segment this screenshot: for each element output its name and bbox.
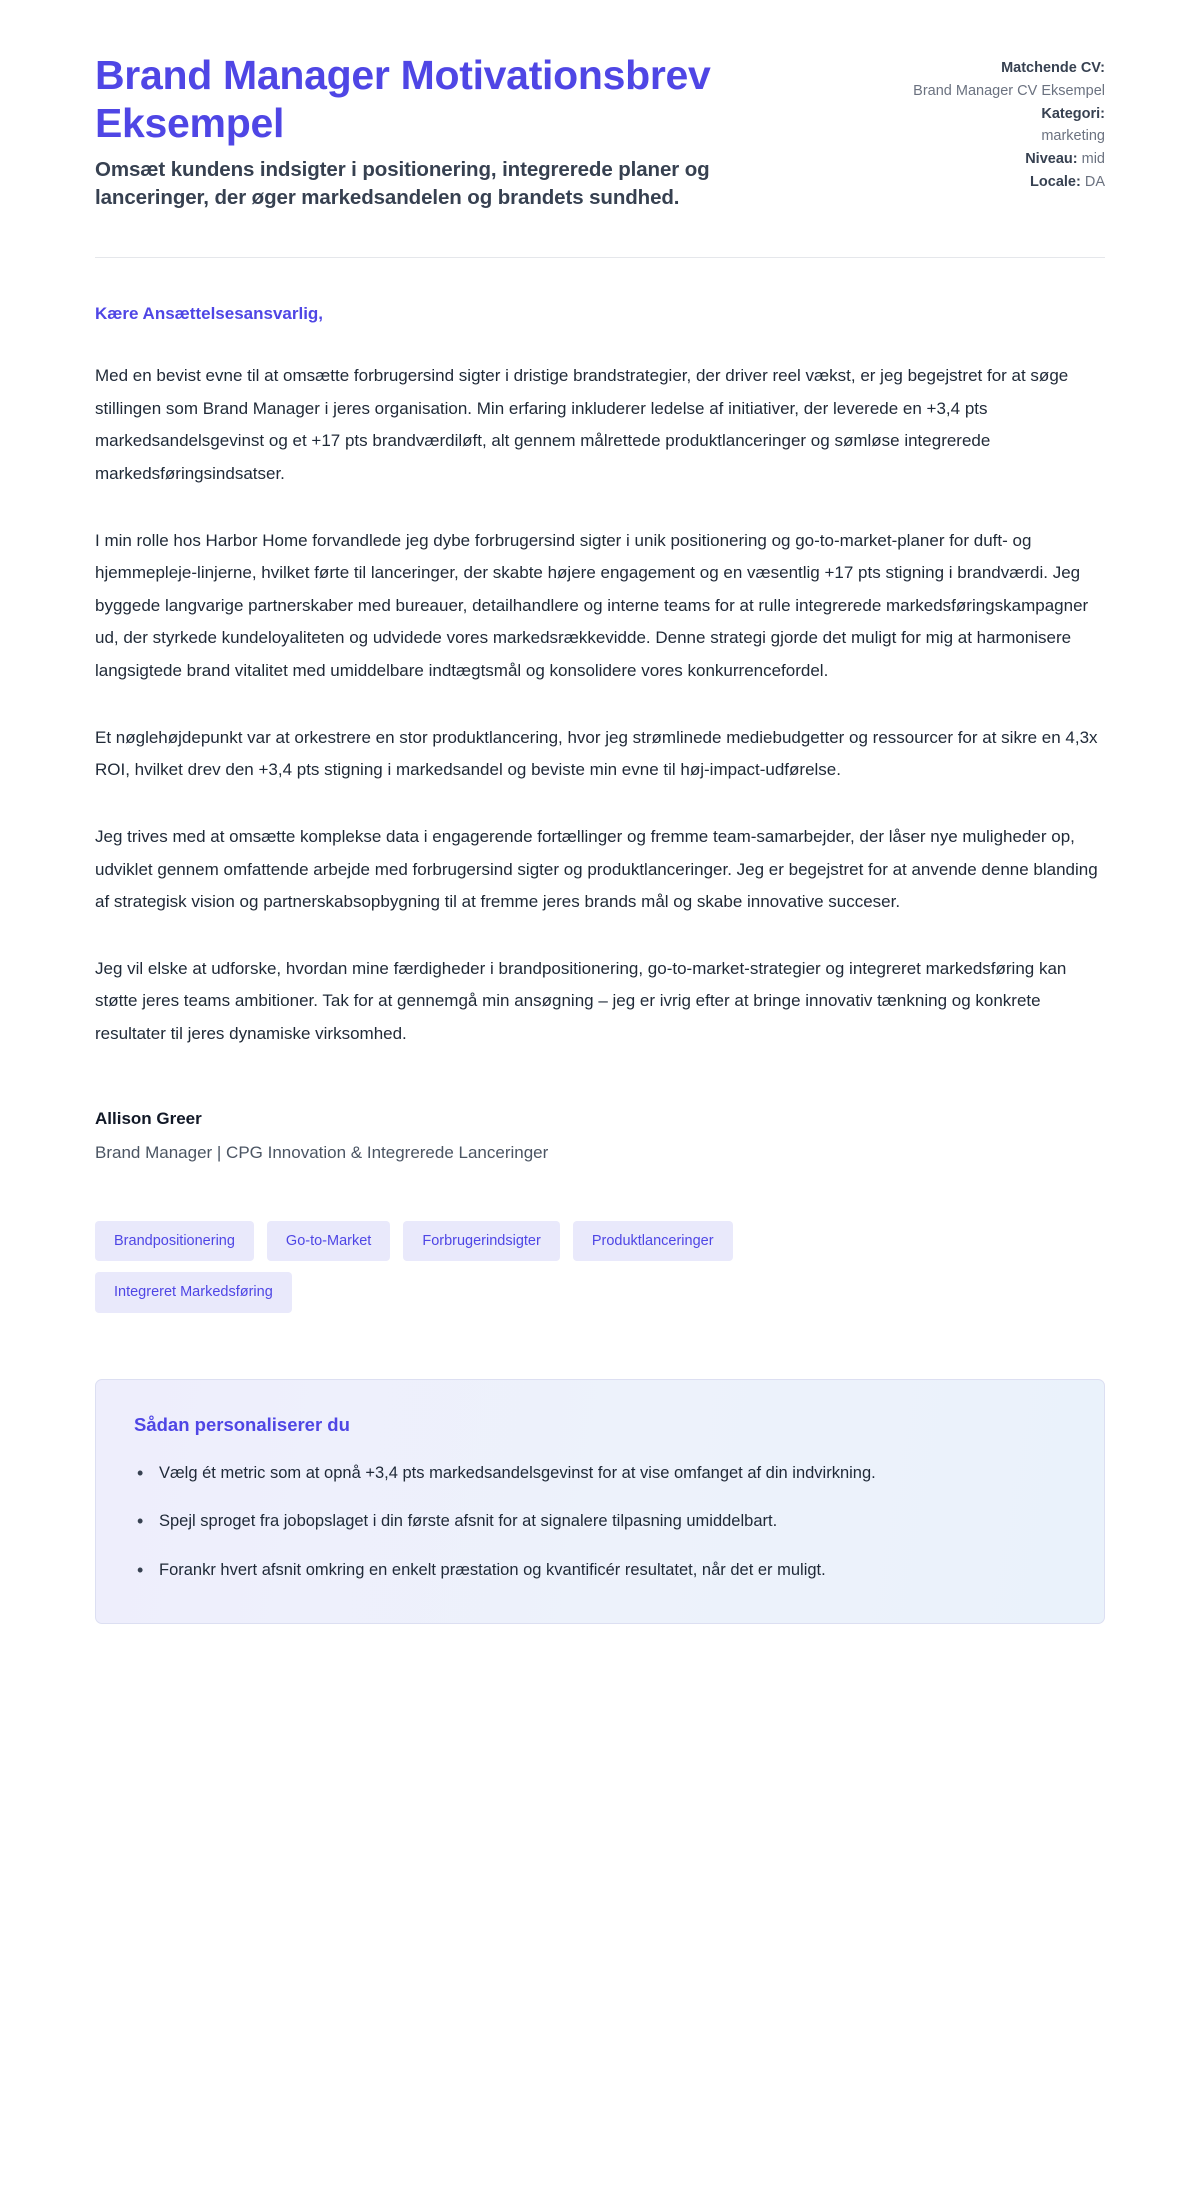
meta-category — [913, 104, 1105, 126]
letter-salutation: Kære Ansættelsesansvarlig, — [95, 304, 324, 324]
meta-matching-cv-value-row — [913, 81, 1105, 103]
letter-paragraph-3: Et nøglehøjdepunkt var at orkestrere en stor produktlancering, hvor jeg strømlinede mediebudgetter og ressourcer for at sikre en 4,3x ROI, hvilket drev den +3,4 pts stigning i markedsandel og beviste min evne til høj-impact-udførelse. — [95, 727, 1098, 780]
meta-matching-cv-label: Matchende CV: — [1001, 60, 1105, 76]
meta-category-label: Kategori: — [1041, 105, 1105, 122]
skill-tag-produktlanceringer[interactable]: Produktlanceringer — [573, 1221, 733, 1262]
skill-tag-forbrugerindsigter[interactable]: Forbrugerindsigter — [403, 1221, 559, 1262]
cover-letter-body — [95, 258, 1105, 1051]
signature-name: Allison Greer — [95, 1108, 202, 1128]
personalization-tips-callout — [95, 1379, 1105, 1625]
meta-matching-cv — [913, 58, 1105, 80]
tips-list — [134, 1458, 1066, 1586]
meta-matching-cv-value: Brand Manager CV Eksempel — [913, 82, 1105, 99]
skill-tag-brandpositionering[interactable]: Brandpositionering — [95, 1221, 254, 1262]
signature-block — [95, 1109, 1105, 1163]
tips-list-item-3: • Forankr hvert afsnit omkring en enkelt præstation og kvantificér resultatet, når det er muligt. — [134, 1555, 1066, 1586]
meta-level-label: Niveau: — [1025, 151, 1078, 167]
meta-locale — [913, 172, 1105, 194]
page-subtitle: Omsæt kundens indsigter i positionering, integrerede planer og lanceringer, der øger markedsandelen og brandets sundhed. — [95, 157, 710, 210]
header-text-block — [95, 52, 785, 212]
tips-list-item-1: • Vælg ét metric som at opnå +3,4 pts markedsandelsgevinst for at vise omfanget af din indvirkning. — [134, 1458, 1066, 1489]
page-title: Brand Manager Motivationsbrev Eksempel — [95, 52, 711, 146]
document-metadata — [913, 52, 1105, 195]
skill-tag-list — [95, 1221, 885, 1313]
meta-level-value: mid — [1081, 151, 1105, 167]
signature-role: Brand Manager | CPG Innovation & Integrerede Lanceringer — [95, 1142, 549, 1162]
letter-paragraph-5: Jeg vil elske at udforske, hvordan mine færdigheder i brandpositionering, go-to-market-strategier og integreret markedsføring kan støtte jeres teams ambitioner. Tak for at gennemgå min ansøgning – jeg er ivrig efter at bringe innovativ tænkning og konkrete resultater til jeres dynamiske virksomhed. — [95, 958, 1067, 1044]
meta-category-value-row — [913, 126, 1105, 148]
tips-list-item-2: • Spejl sproget fra jobopslaget i din første afsnit for at signalere tilpasning umiddelbart. — [134, 1506, 1066, 1537]
meta-locale-label: Locale: — [1030, 173, 1081, 190]
skill-tag-go-to-market[interactable]: Go-to-Market — [267, 1221, 390, 1262]
meta-category-value: marketing — [1041, 128, 1105, 145]
letter-paragraph-4: Jeg trives med at omsætte komplekse data i engagerende fortællinger og fremme team-samarbejder, der låser nye muligheder op, udviklet gennem omfattende arbejde med forbrugersind sigter og produktlanceringer. Jeg er begejstret for at anvende denne blanding af strategisk vision og partnerskabsopbygning til at fremme jeres brands mål og skabe innovative succeser. — [95, 826, 1098, 912]
meta-level — [913, 149, 1105, 171]
tips-title: Sådan personaliserer du — [134, 1413, 350, 1435]
meta-locale-value: DA — [1084, 173, 1105, 190]
document-header — [95, 0, 1105, 212]
letter-paragraph-1: Med en bevist evne til at omsætte forbrugersind sigter i dristige brandstrategier, der driver reel vækst, er jeg begejstret for at søge stillingen som Brand Manager i jeres organisation. Min erfaring inkluderer ledelse af initiativer, der leverede en +3,4 pts markedsandelsgevinst og et +17 pts brandværdiløft, alt gennem målrettede produktlanceringer og sømløse integrerede markedsføringsindsatser. — [95, 366, 1069, 483]
letter-paragraph-2: I min rolle hos Harbor Home forvandlede jeg dybe forbrugersind sigter i unik positionering og go-to-market-planer for duft- og hjemmepleje-linjerne, hvilket førte til lanceringer, der skabte højere engagement og en væsentlig +17 pts stigning i brandværdi. Jeg byggede langvarige partnerskaber med bureauer, detailhandlere og interne teams for at rulle integrerede markedsføringskampagner ud, der styrkede kundeloyaliteten og udvidede vores markedsrækkevidde. Denne strategi gjorde det muligt for mig at harmonisere langsigtede brand vitalitet med umiddelbare indtægtsmål og konsolidere vores konkurrencefordel. — [95, 530, 1089, 681]
skill-tag-integreret-markedsforing[interactable]: Integreret Markedsføring — [95, 1272, 292, 1313]
